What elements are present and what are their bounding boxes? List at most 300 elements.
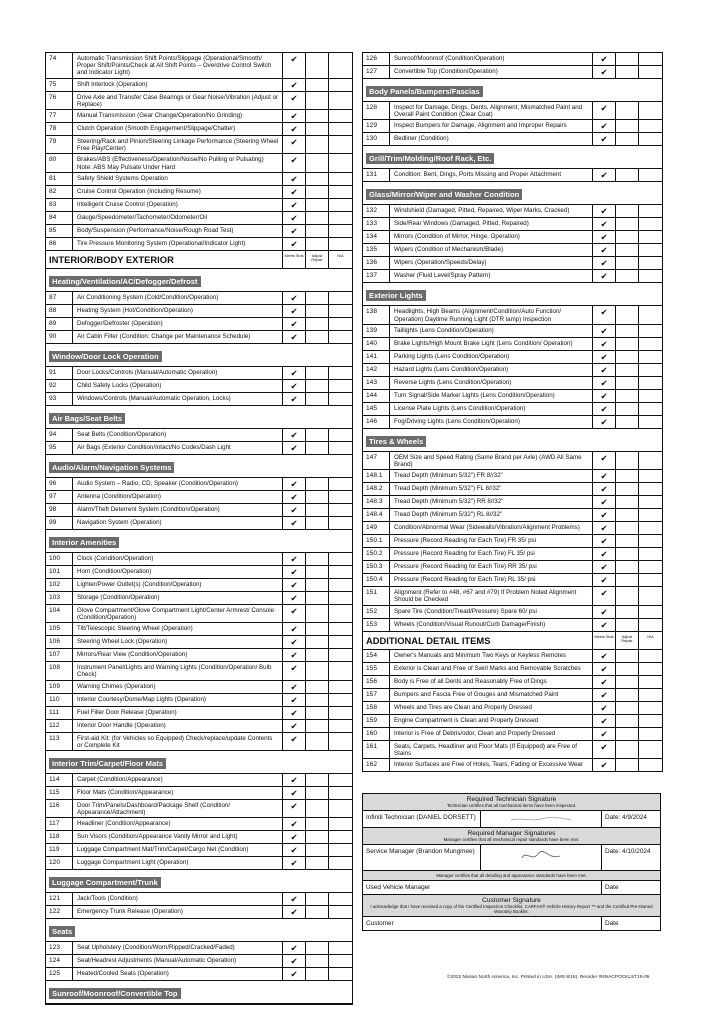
adjust-repair-check[interactable]	[306, 605, 329, 622]
meets-standards-check[interactable]: ✔	[593, 133, 616, 145]
na-check[interactable]	[639, 351, 662, 363]
na-check[interactable]	[329, 694, 352, 706]
adjust-repair-check[interactable]	[306, 442, 329, 454]
na-check[interactable]	[639, 676, 662, 688]
meets-standards-check[interactable]: ✔	[283, 774, 306, 786]
na-check[interactable]	[329, 199, 352, 211]
na-check[interactable]	[329, 367, 352, 379]
adjust-repair-check[interactable]	[306, 566, 329, 578]
na-check[interactable]	[639, 509, 662, 521]
adjust-repair-check[interactable]	[306, 592, 329, 604]
na-check[interactable]	[329, 955, 352, 967]
na-check[interactable]	[639, 53, 662, 65]
adjust-repair-check[interactable]	[306, 92, 329, 109]
na-check[interactable]	[639, 741, 662, 758]
meets-standards-check[interactable]: ✔	[283, 380, 306, 392]
na-check[interactable]	[639, 728, 662, 740]
adjust-repair-check[interactable]	[306, 893, 329, 905]
meets-standards-check[interactable]: ✔	[283, 649, 306, 661]
meets-standards-check[interactable]: ✔	[283, 857, 306, 869]
adjust-repair-check[interactable]	[616, 66, 639, 78]
adjust-repair-check[interactable]	[306, 906, 329, 918]
meets-standards-check[interactable]: ✔	[283, 173, 306, 185]
na-check[interactable]	[639, 715, 662, 727]
meets-standards-check[interactable]: ✔	[593, 218, 616, 230]
na-check[interactable]	[329, 720, 352, 732]
na-check[interactable]	[639, 452, 662, 469]
na-check[interactable]	[639, 390, 662, 402]
used-vehicle-manager-date: Date	[605, 884, 619, 891]
adjust-repair-check[interactable]	[616, 338, 639, 350]
meets-standards-check[interactable]: ✔	[283, 292, 306, 304]
adjust-repair-check[interactable]	[616, 257, 639, 269]
meets-standards-check[interactable]: ✔	[283, 720, 306, 732]
na-check[interactable]	[639, 120, 662, 132]
meets-standards-check[interactable]: ✔	[283, 238, 306, 250]
meets-standards-check[interactable]: ✔	[593, 452, 616, 469]
meets-standards-check[interactable]: ✔	[283, 491, 306, 503]
na-check[interactable]	[639, 663, 662, 675]
meets-standards-check[interactable]: ✔	[283, 906, 306, 918]
na-check[interactable]	[329, 774, 352, 786]
na-check[interactable]	[639, 483, 662, 495]
meets-standards-check[interactable]: ✔	[283, 429, 306, 441]
checklist-row	[46, 225, 352, 238]
meets-standards-check[interactable]: ✔	[283, 79, 306, 91]
adjust-repair-check[interactable]	[306, 844, 329, 856]
adjust-repair-check[interactable]	[616, 574, 639, 586]
meets-standards-check[interactable]: ✔	[283, 517, 306, 529]
item-number: 153	[363, 619, 390, 631]
adjust-repair-check[interactable]	[306, 720, 329, 732]
meets-standards-check[interactable]: ✔	[283, 636, 306, 648]
na-check[interactable]	[329, 844, 352, 856]
meets-standards-check[interactable]: ✔	[593, 102, 616, 119]
adjust-repair-check[interactable]	[616, 351, 639, 363]
meets-standards-check[interactable]: ✔	[593, 587, 616, 604]
na-check[interactable]	[639, 244, 662, 256]
na-check[interactable]	[639, 257, 662, 269]
adjust-repair-check[interactable]	[616, 306, 639, 323]
na-check[interactable]	[329, 800, 352, 817]
meets-standards-check[interactable]: ✔	[283, 212, 306, 224]
adjust-repair-check[interactable]	[306, 553, 329, 565]
meets-standards-check[interactable]: ✔	[283, 605, 306, 622]
meets-standards-check[interactable]: ✔	[593, 483, 616, 495]
adjust-repair-check[interactable]	[616, 403, 639, 415]
adjust-repair-check[interactable]	[616, 120, 639, 132]
meets-standards-check[interactable]: ✔	[283, 136, 306, 153]
na-check[interactable]	[329, 429, 352, 441]
adjust-repair-check[interactable]	[616, 650, 639, 662]
adjust-repair-check[interactable]	[616, 244, 639, 256]
meets-standards-check[interactable]: ✔	[593, 244, 616, 256]
adjust-repair-check[interactable]	[616, 606, 639, 618]
adjust-repair-check[interactable]	[306, 136, 329, 153]
meets-standards-check[interactable]: ✔	[593, 377, 616, 389]
na-check[interactable]	[639, 205, 662, 217]
adjust-repair-check[interactable]	[616, 548, 639, 560]
meets-standards-check[interactable]: ✔	[283, 110, 306, 122]
adjust-repair-check[interactable]	[306, 110, 329, 122]
adjust-repair-check[interactable]	[306, 623, 329, 635]
na-check[interactable]	[329, 173, 352, 185]
adjust-repair-check[interactable]	[306, 800, 329, 817]
adjust-repair-check[interactable]	[616, 218, 639, 230]
adjust-repair-check[interactable]	[306, 173, 329, 185]
na-check[interactable]	[639, 548, 662, 560]
na-check[interactable]	[329, 831, 352, 843]
meets-standards-check[interactable]: ✔	[593, 496, 616, 508]
meets-standards-check[interactable]: ✔	[283, 662, 306, 679]
meets-standards-check[interactable]: ✔	[283, 123, 306, 135]
adjust-repair-check[interactable]	[616, 470, 639, 482]
adjust-repair-check[interactable]	[306, 857, 329, 869]
na-check[interactable]	[329, 393, 352, 405]
adjust-repair-check[interactable]	[306, 636, 329, 648]
na-check[interactable]	[329, 906, 352, 918]
meets-standards-check[interactable]: ✔	[593, 257, 616, 269]
adjust-repair-check[interactable]	[306, 491, 329, 503]
adjust-repair-check[interactable]	[616, 715, 639, 727]
na-check[interactable]	[329, 681, 352, 693]
na-check[interactable]	[329, 491, 352, 503]
na-check[interactable]	[639, 403, 662, 415]
na-check[interactable]	[639, 231, 662, 243]
adjust-repair-check[interactable]	[616, 759, 639, 771]
adjust-repair-check[interactable]	[306, 212, 329, 224]
adjust-repair-check[interactable]	[306, 681, 329, 693]
adjust-repair-check[interactable]	[616, 702, 639, 714]
meets-standards-check[interactable]: ✔	[283, 318, 306, 330]
meets-standards-check[interactable]: ✔	[593, 650, 616, 662]
na-check[interactable]	[329, 238, 352, 250]
adjust-repair-check[interactable]	[616, 741, 639, 758]
meets-standards-check[interactable]: ✔	[283, 831, 306, 843]
na-check[interactable]	[329, 579, 352, 591]
item-number: 148.4	[363, 509, 390, 521]
na-check[interactable]	[329, 818, 352, 830]
meets-standards-check[interactable]: ✔	[593, 759, 616, 771]
na-check[interactable]	[639, 587, 662, 604]
na-check[interactable]	[639, 619, 662, 631]
adjust-repair-check[interactable]	[616, 270, 639, 282]
na-check[interactable]	[329, 110, 352, 122]
adjust-repair-check[interactable]	[306, 774, 329, 786]
meets-standards-check[interactable]: ✔	[593, 606, 616, 618]
adjust-repair-check[interactable]	[616, 561, 639, 573]
meets-standards-check[interactable]: ✔	[593, 169, 616, 181]
adjust-repair-check[interactable]	[306, 429, 329, 441]
meets-standards-check[interactable]: ✔	[593, 728, 616, 740]
adjust-repair-check[interactable]	[306, 305, 329, 317]
na-check[interactable]	[639, 270, 662, 282]
meets-standards-check[interactable]: ✔	[283, 305, 306, 317]
na-check[interactable]	[329, 605, 352, 622]
meets-standards-check[interactable]: ✔	[283, 53, 306, 78]
meets-standards-check[interactable]: ✔	[283, 186, 306, 198]
na-check[interactable]	[329, 592, 352, 604]
na-check[interactable]	[329, 225, 352, 237]
adjust-repair-check[interactable]	[306, 53, 329, 78]
na-check[interactable]	[639, 169, 662, 181]
checklist-row	[46, 442, 352, 455]
adjust-repair-check[interactable]	[306, 123, 329, 135]
na-check[interactable]	[639, 102, 662, 119]
meets-standards-check[interactable]: ✔	[283, 579, 306, 591]
na-check[interactable]	[329, 649, 352, 661]
na-check[interactable]	[329, 212, 352, 224]
na-check[interactable]	[329, 553, 352, 565]
adjust-repair-check[interactable]	[306, 238, 329, 250]
meets-standards-check[interactable]: ✔	[283, 331, 306, 343]
meets-standards-check[interactable]: ✔	[283, 733, 306, 750]
adjust-repair-check[interactable]	[616, 509, 639, 521]
meets-standards-check[interactable]: ✔	[593, 522, 616, 534]
signature-block	[362, 793, 661, 931]
adjust-repair-check[interactable]	[616, 619, 639, 631]
meets-standards-check[interactable]: ✔	[593, 205, 616, 217]
na-check[interactable]	[329, 478, 352, 490]
meets-standards-check[interactable]: ✔	[283, 442, 306, 454]
meets-standards-check[interactable]: ✔	[593, 403, 616, 415]
adjust-repair-check[interactable]	[616, 133, 639, 145]
na-check[interactable]	[639, 338, 662, 350]
na-check[interactable]	[329, 442, 352, 454]
na-check[interactable]	[329, 136, 352, 153]
adjust-repair-check[interactable]	[616, 496, 639, 508]
na-check[interactable]	[639, 306, 662, 323]
adjust-repair-check[interactable]	[616, 53, 639, 65]
meets-standards-check[interactable]: ✔	[593, 619, 616, 631]
adjust-repair-check[interactable]	[306, 478, 329, 490]
na-check[interactable]	[639, 470, 662, 482]
adjust-repair-check[interactable]	[306, 199, 329, 211]
adjust-repair-check[interactable]	[306, 818, 329, 830]
meets-standards-check[interactable]: ✔	[593, 689, 616, 701]
na-check[interactable]	[329, 154, 352, 171]
meets-standards-check[interactable]: ✔	[283, 504, 306, 516]
adjust-repair-check[interactable]	[306, 707, 329, 719]
adjust-repair-check[interactable]	[616, 169, 639, 181]
adjust-repair-check[interactable]	[306, 154, 329, 171]
adjust-repair-check[interactable]	[306, 955, 329, 967]
meets-standards-check[interactable]: ✔	[283, 955, 306, 967]
na-check[interactable]	[639, 689, 662, 701]
adjust-repair-check[interactable]	[306, 292, 329, 304]
meets-standards-check[interactable]: ✔	[593, 325, 616, 337]
adjust-repair-check[interactable]	[306, 649, 329, 661]
na-check[interactable]	[639, 522, 662, 534]
adjust-repair-check[interactable]	[616, 483, 639, 495]
adjust-repair-check[interactable]	[616, 689, 639, 701]
meets-standards-check[interactable]: ✔	[283, 225, 306, 237]
meets-standards-check[interactable]: ✔	[283, 942, 306, 954]
na-check[interactable]	[639, 416, 662, 428]
meets-standards-check[interactable]: ✔	[283, 592, 306, 604]
meets-standards-check[interactable]: ✔	[593, 663, 616, 675]
na-check[interactable]	[329, 968, 352, 980]
na-check[interactable]	[639, 496, 662, 508]
meets-standards-check[interactable]: ✔	[283, 968, 306, 980]
na-check[interactable]	[329, 380, 352, 392]
na-check[interactable]	[329, 636, 352, 648]
adjust-repair-check[interactable]	[306, 831, 329, 843]
meets-standards-check[interactable]: ✔	[593, 231, 616, 243]
na-check[interactable]	[639, 535, 662, 547]
meets-standards-check[interactable]: ✔	[283, 800, 306, 817]
adjust-repair-check[interactable]	[306, 331, 329, 343]
na-check[interactable]	[329, 305, 352, 317]
na-check[interactable]	[329, 53, 352, 78]
meets-standards-check[interactable]: ✔	[593, 509, 616, 521]
adjust-repair-check[interactable]	[306, 968, 329, 980]
na-check[interactable]	[639, 377, 662, 389]
adjust-repair-check[interactable]	[616, 535, 639, 547]
meets-standards-check[interactable]: ✔	[593, 306, 616, 323]
na-check[interactable]	[639, 650, 662, 662]
na-check[interactable]	[329, 893, 352, 905]
meets-standards-check[interactable]: ✔	[283, 92, 306, 109]
na-check[interactable]	[329, 623, 352, 635]
adjust-repair-check[interactable]	[306, 318, 329, 330]
adjust-repair-check[interactable]	[616, 390, 639, 402]
meets-standards-check[interactable]: ✔	[283, 623, 306, 635]
na-check[interactable]	[329, 707, 352, 719]
meets-standards-check[interactable]: ✔	[283, 367, 306, 379]
adjust-repair-check[interactable]	[616, 676, 639, 688]
adjust-repair-check[interactable]	[616, 522, 639, 534]
adjust-repair-check[interactable]	[616, 231, 639, 243]
na-check[interactable]	[329, 123, 352, 135]
na-check[interactable]	[329, 857, 352, 869]
meets-standards-check[interactable]: ✔	[593, 715, 616, 727]
na-check[interactable]	[639, 66, 662, 78]
item-number: 101	[46, 566, 73, 578]
meets-standards-check[interactable]: ✔	[593, 416, 616, 428]
item-number: 160	[363, 728, 390, 740]
adjust-repair-check[interactable]	[616, 663, 639, 675]
na-check[interactable]	[639, 702, 662, 714]
adjust-repair-check[interactable]	[306, 942, 329, 954]
adjust-repair-check[interactable]	[616, 587, 639, 604]
meets-standards-check[interactable]: ✔	[593, 66, 616, 78]
na-check[interactable]	[329, 292, 352, 304]
meets-standards-check[interactable]: ✔	[593, 270, 616, 282]
meets-standards-check[interactable]: ✔	[593, 561, 616, 573]
adjust-repair-check[interactable]	[616, 364, 639, 376]
na-check[interactable]	[329, 733, 352, 750]
na-check[interactable]	[329, 92, 352, 109]
item-number: 86	[46, 238, 73, 250]
na-check[interactable]	[639, 133, 662, 145]
adjust-repair-check[interactable]	[306, 787, 329, 799]
na-check[interactable]	[329, 79, 352, 91]
meets-standards-check[interactable]: ✔	[593, 741, 616, 758]
meets-standards-check[interactable]: ✔	[283, 566, 306, 578]
checklist-row	[363, 619, 662, 632]
item-description: Tread Depth (Minimum 5/32") FL 8//32"	[390, 483, 593, 495]
adjust-repair-check[interactable]	[616, 325, 639, 337]
na-check[interactable]	[329, 942, 352, 954]
adjust-repair-check[interactable]	[616, 416, 639, 428]
meets-standards-check[interactable]: ✔	[593, 53, 616, 65]
meets-standards-check[interactable]: ✔	[283, 818, 306, 830]
checklist-row	[363, 741, 662, 759]
na-check[interactable]	[639, 606, 662, 618]
na-check[interactable]	[639, 325, 662, 337]
adjust-repair-check[interactable]	[306, 579, 329, 591]
meets-standards-check[interactable]: ✔	[593, 338, 616, 350]
meets-standards-check[interactable]: ✔	[283, 154, 306, 171]
adjust-repair-check[interactable]	[306, 733, 329, 750]
meets-standards-check[interactable]: ✔	[283, 707, 306, 719]
meets-standards-check[interactable]: ✔	[593, 470, 616, 482]
meets-standards-check[interactable]: ✔	[593, 548, 616, 560]
meets-standards-check[interactable]: ✔	[283, 553, 306, 565]
adjust-repair-check[interactable]	[306, 79, 329, 91]
na-check[interactable]	[639, 574, 662, 586]
meets-standards-check[interactable]: ✔	[283, 681, 306, 693]
na-check[interactable]	[329, 787, 352, 799]
meets-standards-check[interactable]: ✔	[593, 364, 616, 376]
section-title: ADDITIONAL DETAIL ITEMS	[363, 632, 593, 649]
na-check[interactable]	[329, 662, 352, 679]
na-check[interactable]	[639, 759, 662, 771]
adjust-repair-check[interactable]	[306, 380, 329, 392]
na-check[interactable]	[329, 517, 352, 529]
item-number: 136	[363, 257, 390, 269]
meets-standards-check[interactable]: ✔	[283, 893, 306, 905]
adjust-repair-check[interactable]	[306, 367, 329, 379]
adjust-repair-check[interactable]	[616, 728, 639, 740]
adjust-repair-check[interactable]	[306, 393, 329, 405]
na-check[interactable]	[639, 364, 662, 376]
meets-standards-check[interactable]: ✔	[283, 694, 306, 706]
na-check[interactable]	[639, 218, 662, 230]
meets-standards-check[interactable]: ✔	[593, 574, 616, 586]
adjust-repair-check[interactable]	[306, 504, 329, 516]
adjust-repair-check[interactable]	[306, 225, 329, 237]
na-check[interactable]	[329, 504, 352, 516]
meets-standards-check[interactable]: ✔	[593, 120, 616, 132]
adjust-repair-check[interactable]	[616, 452, 639, 469]
meets-standards-check[interactable]: ✔	[593, 390, 616, 402]
meets-standards-check[interactable]: ✔	[283, 478, 306, 490]
adjust-repair-check[interactable]	[306, 517, 329, 529]
na-check[interactable]	[329, 566, 352, 578]
adjust-repair-check[interactable]	[616, 377, 639, 389]
na-check[interactable]	[329, 186, 352, 198]
meets-standards-check[interactable]: ✔	[283, 199, 306, 211]
na-check[interactable]	[639, 561, 662, 573]
meets-standards-check[interactable]: ✔	[283, 787, 306, 799]
meets-standards-check[interactable]: ✔	[593, 676, 616, 688]
na-check[interactable]	[329, 331, 352, 343]
adjust-repair-check[interactable]	[306, 694, 329, 706]
adjust-repair-check[interactable]	[306, 186, 329, 198]
meets-standards-check[interactable]: ✔	[593, 351, 616, 363]
adjust-repair-check[interactable]	[616, 205, 639, 217]
adjust-repair-check[interactable]	[616, 102, 639, 119]
na-check[interactable]	[329, 318, 352, 330]
meets-standards-check[interactable]: ✔	[283, 393, 306, 405]
adjust-repair-check[interactable]	[306, 662, 329, 679]
meets-standards-check[interactable]: ✔	[593, 535, 616, 547]
meets-standards-check[interactable]: ✔	[283, 844, 306, 856]
item-number: 156	[363, 676, 390, 688]
meets-standards-check[interactable]: ✔	[593, 702, 616, 714]
